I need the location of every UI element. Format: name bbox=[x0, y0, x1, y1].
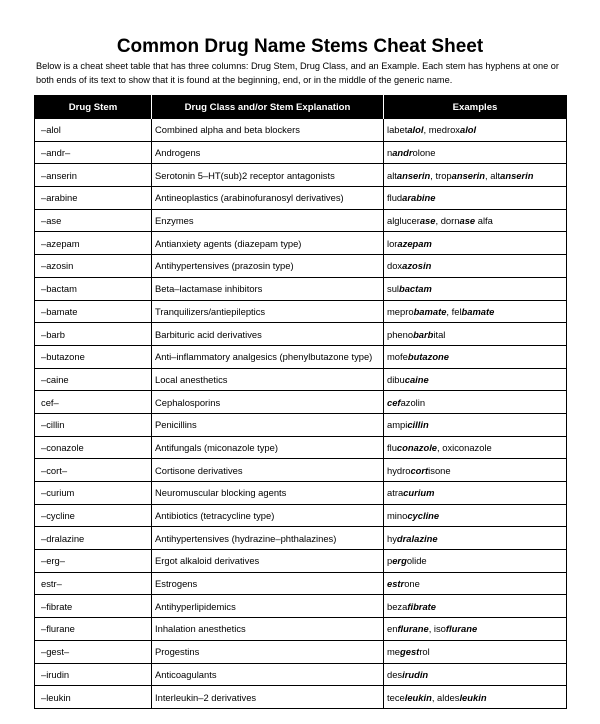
examples-cell bbox=[384, 459, 567, 482]
example-text: olide bbox=[406, 555, 427, 567]
examples-cell bbox=[384, 209, 567, 232]
examples-cell bbox=[384, 482, 567, 505]
drug-stem-cell: –anserin bbox=[35, 164, 152, 187]
drug-class-cell: Anti–inflammatory analgesics (phenylbutazone type) bbox=[152, 345, 384, 368]
example-text: des bbox=[387, 668, 403, 680]
table-row bbox=[35, 572, 567, 595]
stem-highlight: azepam bbox=[397, 237, 432, 249]
example-text: hy bbox=[387, 532, 397, 544]
example-text: mofe bbox=[387, 351, 408, 363]
example-text: dibu bbox=[387, 373, 405, 385]
drug-stem-cell: –ase bbox=[35, 209, 152, 232]
stem-highlight: anserin bbox=[396, 169, 431, 181]
table-row bbox=[35, 164, 567, 187]
table-row bbox=[35, 141, 567, 164]
stem-highlight: cillin bbox=[407, 419, 429, 431]
stem-highlight: conazole bbox=[396, 441, 438, 453]
stem-highlight: irudin bbox=[402, 668, 429, 680]
drug-stem-cell: –gest– bbox=[35, 640, 152, 663]
table-row bbox=[35, 595, 567, 618]
drug-class-cell: Serotonin 5–HT(sub)2 receptor antagonists bbox=[152, 164, 384, 187]
table-row bbox=[35, 459, 567, 482]
example-text: , medrox bbox=[423, 124, 460, 136]
table-row bbox=[35, 618, 567, 641]
drug-class-cell: Cortisone derivatives bbox=[152, 459, 384, 482]
drug-stem-cell: –bamate bbox=[35, 300, 152, 323]
table-row bbox=[35, 663, 567, 686]
stem-highlight: erg bbox=[392, 555, 407, 567]
drug-class-cell: Penicillins bbox=[152, 413, 384, 436]
table-row bbox=[35, 436, 567, 459]
drug-stem-cell: –erg– bbox=[35, 550, 152, 573]
example-text: labet bbox=[387, 124, 408, 136]
drug-class-cell: Cephalosporins bbox=[152, 391, 384, 414]
stem-highlight: curium bbox=[403, 487, 435, 499]
example-text: , dorn bbox=[435, 215, 460, 227]
example-text: , trop bbox=[430, 169, 452, 181]
drug-stem-cell: –leukin bbox=[35, 686, 152, 709]
drug-class-cell: Antianxiety agents (diazepam type) bbox=[152, 232, 384, 255]
table-row bbox=[35, 232, 567, 255]
stem-highlight: anserin bbox=[451, 169, 485, 181]
column-header-stem: Drug Stem bbox=[35, 96, 152, 119]
examples-cell bbox=[384, 141, 567, 164]
table-row bbox=[35, 209, 567, 232]
drug-stem-cell: estr– bbox=[35, 572, 152, 595]
stem-highlight: leukin bbox=[404, 691, 432, 703]
stem-highlight: arabine bbox=[402, 192, 436, 204]
drug-class-cell: Antineoplastics (arabinofuranosyl derivatives) bbox=[152, 187, 384, 210]
drug-class-cell: Antihypertensives (hydrazine–phthalazines) bbox=[152, 527, 384, 550]
drug-class-cell: Antibiotics (tetracycline type) bbox=[152, 504, 384, 527]
stem-highlight: cef bbox=[387, 396, 401, 408]
examples-cell bbox=[384, 164, 567, 187]
drug-stem-table bbox=[34, 95, 567, 709]
stem-highlight: anserin bbox=[500, 169, 534, 181]
examples-cell bbox=[384, 300, 567, 323]
drug-stem-cell: –alol bbox=[35, 119, 152, 142]
drug-stem-cell: –caine bbox=[35, 368, 152, 391]
drug-class-cell: Combined alpha and beta blockers bbox=[152, 119, 384, 142]
drug-class-cell: Androgens bbox=[152, 141, 384, 164]
example-text: sul bbox=[387, 283, 399, 295]
table-row bbox=[35, 640, 567, 663]
drug-class-cell: Estrogens bbox=[152, 572, 384, 595]
examples-cell bbox=[384, 663, 567, 686]
table-row bbox=[35, 119, 567, 142]
example-text: alglucer bbox=[387, 215, 420, 227]
stem-highlight: cort bbox=[410, 464, 429, 476]
page-title: Common Drug Name Stems Cheat Sheet bbox=[116, 36, 484, 57]
example-text: me bbox=[387, 646, 401, 658]
examples-cell bbox=[384, 323, 567, 346]
example-text: mepro bbox=[387, 305, 414, 317]
table-row bbox=[35, 187, 567, 210]
stem-highlight: ase bbox=[419, 215, 436, 227]
stem-highlight: ase bbox=[459, 215, 476, 227]
example-text: hydro bbox=[387, 464, 411, 476]
example-text: , fel bbox=[446, 305, 462, 317]
examples-cell bbox=[384, 345, 567, 368]
drug-class-cell: Beta–lactamase inhibitors bbox=[152, 277, 384, 300]
stem-highlight: flurane bbox=[397, 623, 429, 635]
examples-cell bbox=[384, 391, 567, 414]
stem-highlight: bactam bbox=[398, 283, 432, 295]
column-header-class: Drug Class and/or Stem Explanation bbox=[152, 96, 384, 119]
table-row bbox=[35, 550, 567, 573]
stem-highlight: dralazine bbox=[396, 532, 438, 544]
drug-stem-cell: –cort– bbox=[35, 459, 152, 482]
examples-cell bbox=[384, 504, 567, 527]
example-text: one bbox=[404, 578, 420, 590]
example-text: alfa bbox=[475, 215, 493, 227]
example-text: lor bbox=[387, 237, 398, 249]
examples-cell bbox=[384, 232, 567, 255]
table-header-row bbox=[35, 96, 567, 119]
example-text: en bbox=[387, 623, 398, 635]
table-row bbox=[35, 391, 567, 414]
example-text: rol bbox=[419, 646, 430, 658]
drug-class-cell: Barbituric acid derivatives bbox=[152, 323, 384, 346]
intro-paragraph: Below is a cheat sheet table that has three columns: Drug Stem, Drug Class, and an Example. Each stem has hyphens at one or both ends of its text to show that it is found at the beginning, end, or in the middle of the generic name. bbox=[36, 61, 559, 85]
drug-stem-cell: –bactam bbox=[35, 277, 152, 300]
table-row bbox=[35, 413, 567, 436]
example-text: pheno bbox=[387, 328, 414, 340]
examples-cell bbox=[384, 368, 567, 391]
drug-stem-cell: –butazone bbox=[35, 345, 152, 368]
stem-highlight: fibrate bbox=[407, 600, 436, 612]
stem-highlight: alol bbox=[407, 124, 424, 136]
drug-stem-cell: –andr– bbox=[35, 141, 152, 164]
examples-cell bbox=[384, 187, 567, 210]
examples-cell bbox=[384, 550, 567, 573]
table-row bbox=[35, 345, 567, 368]
column-header-examples: Examples bbox=[384, 96, 567, 119]
example-text: ampi bbox=[387, 419, 408, 431]
examples-cell bbox=[384, 595, 567, 618]
drug-class-cell: Antihypertensives (prazosin type) bbox=[152, 255, 384, 278]
examples-cell bbox=[384, 277, 567, 300]
example-text: , oxiconazole bbox=[437, 441, 492, 453]
stem-highlight: bamate bbox=[413, 305, 447, 317]
drug-stem-cell: –azepam bbox=[35, 232, 152, 255]
example-text: flud bbox=[387, 192, 403, 204]
example-text: beza bbox=[387, 600, 408, 612]
stem-highlight: andr bbox=[392, 147, 413, 159]
examples-cell bbox=[384, 618, 567, 641]
examples-cell bbox=[384, 436, 567, 459]
example-text: atra bbox=[387, 487, 404, 499]
table-row bbox=[35, 686, 567, 709]
drug-stem-cell: cef– bbox=[35, 391, 152, 414]
drug-class-cell: Anticoagulants bbox=[152, 663, 384, 686]
drug-stem-cell: –fibrate bbox=[35, 595, 152, 618]
drug-class-cell: Inhalation anesthetics bbox=[152, 618, 384, 641]
stem-highlight: gest bbox=[400, 646, 420, 658]
example-text: tece bbox=[387, 691, 405, 703]
stem-highlight: azosin bbox=[402, 260, 432, 272]
stem-highlight: bamate bbox=[461, 305, 495, 317]
examples-cell bbox=[384, 527, 567, 550]
examples-cell bbox=[384, 640, 567, 663]
drug-stem-cell: –irudin bbox=[35, 663, 152, 686]
examples-cell bbox=[384, 255, 567, 278]
drug-stem-cell: –flurane bbox=[35, 618, 152, 641]
stem-highlight: alol bbox=[459, 124, 477, 136]
drug-stem-cell: –curium bbox=[35, 482, 152, 505]
drug-class-cell: Interleukin–2 derivatives bbox=[152, 686, 384, 709]
example-text: isone bbox=[428, 464, 451, 476]
table-row bbox=[35, 255, 567, 278]
stem-highlight: flurane bbox=[445, 623, 478, 635]
stem-highlight: leukin bbox=[459, 691, 487, 703]
examples-cell bbox=[384, 686, 567, 709]
table-row bbox=[35, 482, 567, 505]
example-text: azolin bbox=[400, 396, 426, 408]
drug-stem-cell: –cillin bbox=[35, 413, 152, 436]
example-text: flu bbox=[387, 441, 397, 453]
example-text: n bbox=[387, 147, 393, 159]
drug-class-cell: Enzymes bbox=[152, 209, 384, 232]
example-text: , alt bbox=[485, 169, 501, 181]
examples-cell bbox=[384, 119, 567, 142]
drug-class-cell: Ergot alkaloid derivatives bbox=[152, 550, 384, 573]
drug-stem-cell: –dralazine bbox=[35, 527, 152, 550]
stem-highlight: estr bbox=[387, 578, 405, 590]
table-row bbox=[35, 323, 567, 346]
example-text: dox bbox=[387, 260, 403, 272]
drug-stem-cell: –cycline bbox=[35, 504, 152, 527]
drug-stem-cell: –arabine bbox=[35, 187, 152, 210]
example-text: ital bbox=[433, 328, 446, 340]
table-row bbox=[35, 504, 567, 527]
drug-class-cell: Tranquilizers/antiepileptics bbox=[152, 300, 384, 323]
stem-highlight: caine bbox=[404, 373, 429, 385]
example-text: alt bbox=[387, 169, 397, 181]
example-text: mino bbox=[387, 510, 408, 522]
table-row bbox=[35, 300, 567, 323]
drug-class-cell: Progestins bbox=[152, 640, 384, 663]
drug-class-cell: Antihyperlipidemics bbox=[152, 595, 384, 618]
examples-cell bbox=[384, 572, 567, 595]
example-text: p bbox=[387, 555, 393, 567]
table-row bbox=[35, 277, 567, 300]
table-row bbox=[35, 527, 567, 550]
table-row bbox=[35, 368, 567, 391]
drug-class-cell: Antifungals (miconazole type) bbox=[152, 436, 384, 459]
stem-highlight: barb bbox=[413, 328, 434, 340]
stem-highlight: butazone bbox=[407, 351, 449, 363]
drug-stem-cell: –conazole bbox=[35, 436, 152, 459]
examples-cell bbox=[384, 413, 567, 436]
drug-stem-cell: –azosin bbox=[35, 255, 152, 278]
drug-class-cell: Neuromuscular blocking agents bbox=[152, 482, 384, 505]
drug-stem-cell: –barb bbox=[35, 323, 152, 346]
example-text: , aldes bbox=[431, 691, 460, 703]
drug-class-cell: Local anesthetics bbox=[152, 368, 384, 391]
example-text: olone bbox=[412, 147, 436, 159]
stem-highlight: cycline bbox=[407, 510, 440, 522]
example-text: , iso bbox=[428, 623, 446, 635]
